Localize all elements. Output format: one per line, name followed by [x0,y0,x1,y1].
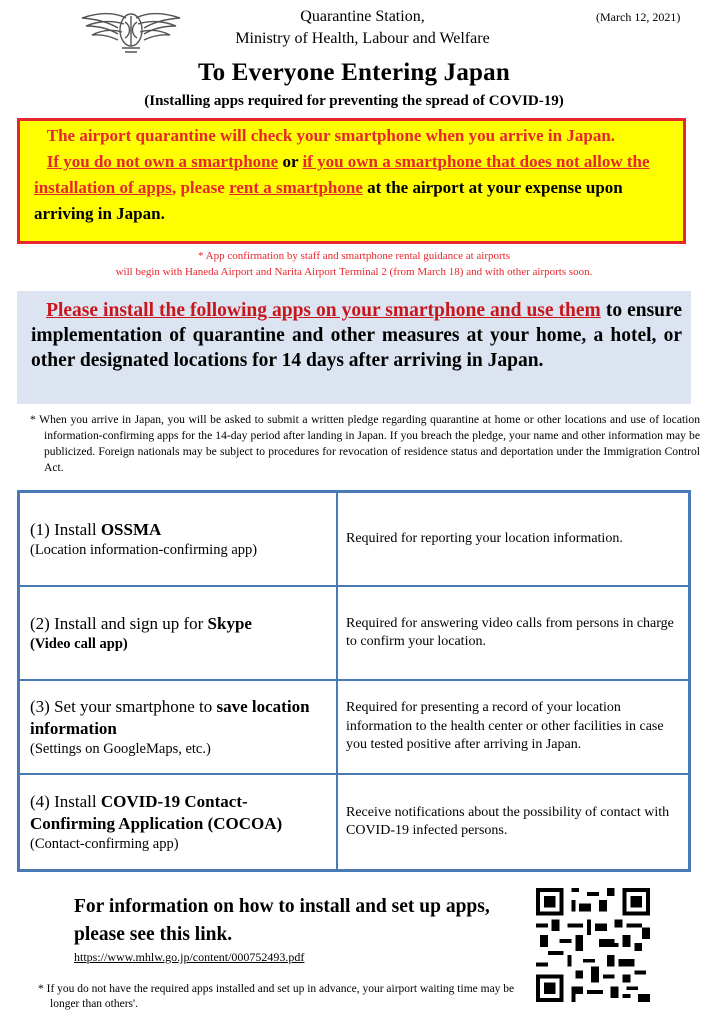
footnote: * If you do not have the required apps installed and set up in advance, your airport waiting time may be longer than others'. [38,983,515,1010]
app-name: save location information [30,696,310,738]
issuer-line2: Ministry of Health, Labour and Welfare [235,30,490,47]
please-text: , please [171,178,230,197]
warning-paragraph-2 [34,149,673,227]
step-cell [20,493,338,585]
app-name: Skype [207,613,252,633]
or-text: or [278,152,303,171]
step-prefix: (1) Install [30,519,101,539]
step-subtitle: (Contact-confirming app) [30,835,179,852]
expense-text: at the airport at your expense upon arriving in Japan. [34,178,623,223]
pledge-note: * When you arrive in Japan, you will be asked to submit a written pledge regarding quarantine at home or other locations and use of location information-confirming apps for the 14-day period after landing in Japan. If you breach the pledge, your name and other information may be publicized. Foreign nationals may be subject to procedures for revocation of residence status and deportation under the Immigration Control Act. [30,413,700,474]
info-heading: For information on how to install and set up apps, please see this link. [74,896,490,945]
step-subtitle: (Location information-confirming app) [30,541,258,558]
step-description [338,775,688,869]
step-prefix: (4) Install [30,791,101,811]
no-install-text: if you own a smartphone that does not allow the installation of apps [34,152,650,197]
note-line1: * App confirmation by staff and smartphone rental guidance at airports [198,250,510,262]
info-link[interactable]: https://www.mhlw.go.jp/content/000752493.pdf [74,950,305,964]
app-name: COVID-19 Contact-Confirming Application (COCOA) [30,791,283,833]
issuer-header [190,6,535,50]
step-subtitle: (Settings on GoogleMaps, etc.) [30,740,211,757]
step-description [338,493,688,585]
step-cell [20,775,338,869]
table-row [20,493,688,587]
airport-check-warning [17,118,686,244]
issuer-line1: Quarantine Station, [300,8,425,25]
step-cell [20,681,338,773]
step-title [30,519,336,541]
step-prefix: (2) Install and sign up for [30,613,208,633]
rent-smartphone-text: rent a smartphone [229,178,363,197]
app-confirmation-note [0,248,708,280]
step-title [30,613,336,635]
description-text: Required for presenting a record of your location information to the health center or other facilities in case you tested positive after arriving in Japan. [346,700,664,753]
step-title [30,791,336,835]
apps-table [17,490,691,872]
no-smartphone-text: If you do not own a smartphone [46,152,279,171]
step-description [338,681,688,773]
warning-text-1: The airport quarantine will check your smartphone when you arrive in Japan. [46,126,616,145]
description-text: Required for reporting your location information. [346,530,623,546]
step-description [338,587,688,679]
table-row [20,775,688,869]
table-row [20,587,688,681]
install-apps-text: to ensure implementation of quarantine and other measures at your home, a hotel, or other designated locations for 14 days after arriving in Japan. [31,300,682,371]
step-prefix: (3) Set your smartphone to [30,696,217,716]
app-name: OSSMA [100,519,162,539]
warning-paragraph-1 [34,123,673,149]
qr-code-icon[interactable] [536,888,650,1002]
description-text: Receive notifications about the possibility of contact with COVID-19 infected persons. [346,804,670,838]
install-apps-notice [17,291,691,404]
note-line2: will begin with Haneda Airport and Narita Airport Terminal 2 (from March 18) and with other airports soon. [115,266,593,278]
step-title [30,696,336,740]
page-subtitle: (Installing apps required for preventing the spread of COVID-19) [144,93,564,109]
step-subtitle: (Video call app) [30,635,128,652]
ministry-emblem-icon [78,6,184,56]
install-apps-emphasis: Please install the following apps on your smartphone and use them [46,300,601,321]
description-text: Required for answering video calls from persons in charge to confirm your location. [346,615,674,649]
step-cell [20,587,338,679]
table-row [20,681,688,775]
page-title: To Everyone Entering Japan [198,59,510,86]
document-date: (March 12, 2021) [596,10,681,24]
